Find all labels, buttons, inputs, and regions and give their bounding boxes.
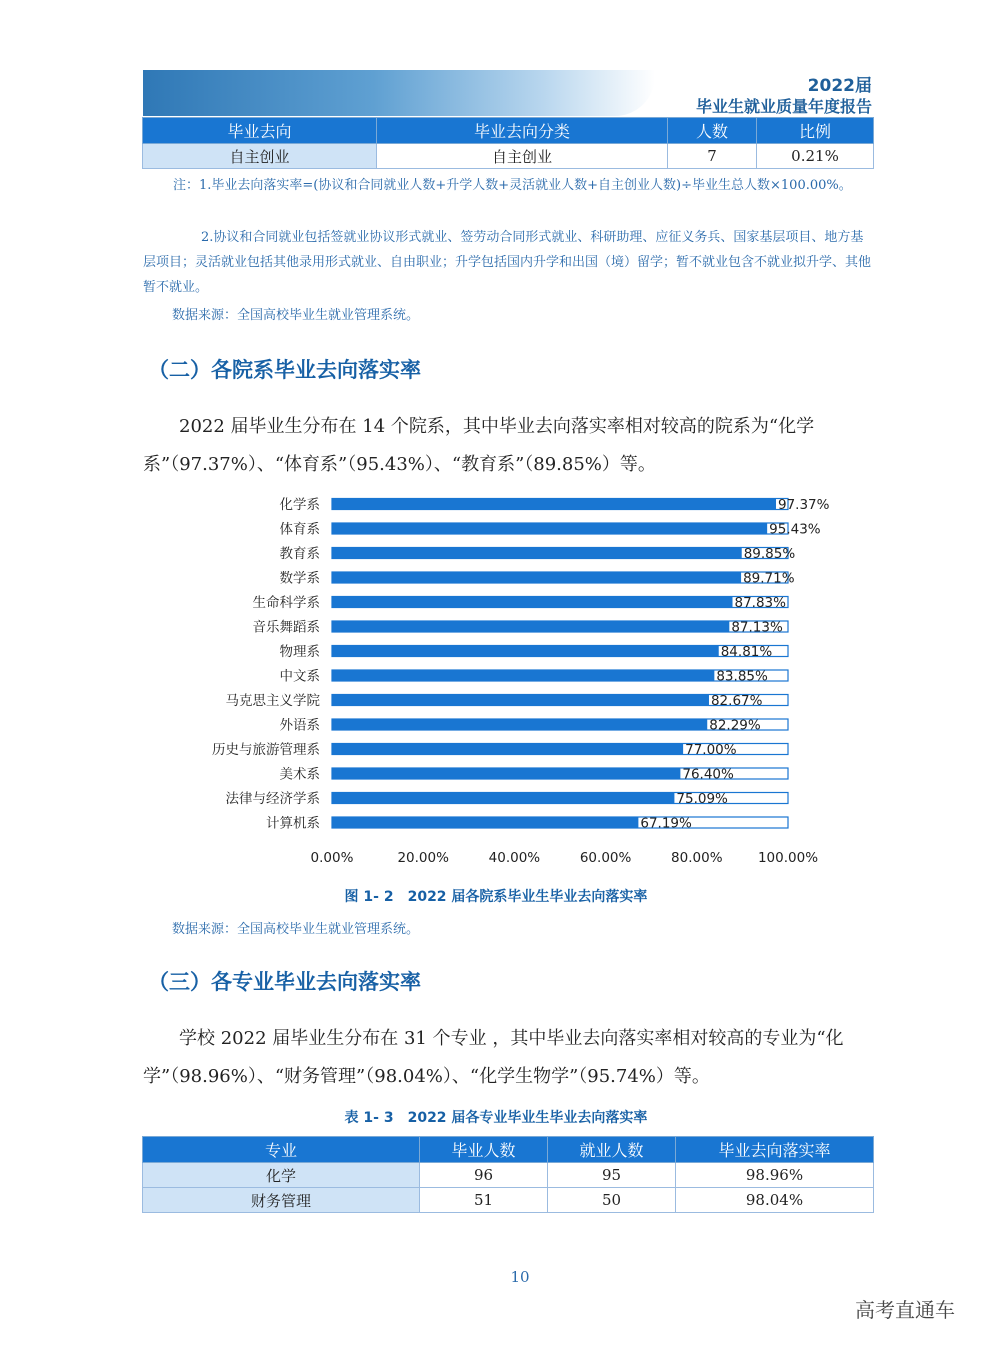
bar xyxy=(332,621,729,632)
section-paragraph: 学校 2022 届毕业生分布在 31 个专业 ，其中毕业去向落实率相对较高的专业为“化学”（98.96%）、“财务管理”（98.04%）、“化学生物学”（95.74%）等。 xyxy=(143,1028,844,1087)
data-label: 95.43% xyxy=(769,521,821,538)
category-label: 教育系 xyxy=(279,546,320,562)
bar xyxy=(332,695,709,706)
table-cell: 98.04% xyxy=(676,1188,874,1213)
bar xyxy=(332,744,683,755)
category-label: 生命科学系 xyxy=(252,595,320,611)
table-row xyxy=(143,144,874,169)
note-1: 注：1.毕业去向落实率=(协议和合同就业人数+升学人数+灵活就业人数+自主创业人数)÷毕业生总人数×100.00%。 xyxy=(173,178,852,193)
major-rate-table xyxy=(142,1136,874,1213)
page-number: 10 xyxy=(510,1268,530,1286)
table-cell: 50 xyxy=(548,1188,676,1213)
destination-table xyxy=(142,117,874,169)
section-heading: （二）各院系毕业去向落实率 xyxy=(148,358,421,382)
watermark: 高考直通车 xyxy=(855,1298,955,1322)
table-cell: 51 xyxy=(420,1188,548,1213)
figure-caption: 图 1- 2 2022 届各院系毕业生毕业去向落实率 xyxy=(344,889,648,905)
data-label: 97.37% xyxy=(778,497,830,513)
bar xyxy=(332,572,741,583)
col-header: 比例 xyxy=(757,118,874,144)
data-label: 76.40% xyxy=(682,766,734,783)
header-banner xyxy=(143,70,655,116)
department-rate-bar-chart xyxy=(140,488,860,874)
bar xyxy=(332,499,776,510)
data-label: 82.29% xyxy=(709,717,761,734)
x-tick-label: 100.00% xyxy=(757,850,819,866)
table-cell: 自主创业 xyxy=(143,144,377,169)
table-cell: 0.21% xyxy=(757,144,874,169)
bar xyxy=(332,597,733,608)
category-label: 体育系 xyxy=(279,521,320,538)
data-label: 75.09% xyxy=(676,791,728,807)
table-cell: 7 xyxy=(668,144,757,169)
col-header: 毕业人数 xyxy=(420,1137,548,1163)
x-tick-label: 20.00% xyxy=(397,850,449,866)
table-cell: 化学 xyxy=(143,1163,420,1188)
table-cell: 96 xyxy=(420,1163,548,1188)
bar xyxy=(332,768,680,779)
report-year: 2022届 xyxy=(807,76,872,96)
table-cell: 95 xyxy=(548,1163,676,1188)
data-label: 77.00% xyxy=(685,742,737,758)
table-cell: 自主创业 xyxy=(377,144,668,169)
category-label: 计算机系 xyxy=(266,815,320,832)
category-label: 法律与经济学系 xyxy=(225,791,320,807)
table-cell: 98.96% xyxy=(676,1163,874,1188)
category-label: 外语系 xyxy=(279,717,320,734)
data-label: 67.19% xyxy=(640,815,692,832)
section-heading: （三）各专业毕业去向落实率 xyxy=(148,970,421,994)
x-tick-label: 60.00% xyxy=(579,850,632,866)
category-label: 马克思主义学院 xyxy=(225,693,320,709)
data-source-note: 数据来源：全国高校毕业生就业管理系统。 xyxy=(172,308,420,323)
table-row xyxy=(143,1188,874,1213)
bar xyxy=(332,670,714,681)
col-header: 人数 xyxy=(668,118,757,144)
data-label: 82.67% xyxy=(710,693,763,709)
section-paragraph: 2022 届毕业生分布在 14 个院系，其中毕业去向落实率相对较高的院系为“化学系”（97.37%）、“体育系”（95.43%）、“教育系”（89.85%）等。 xyxy=(143,416,815,475)
col-header: 专业 xyxy=(143,1137,420,1163)
data-label: 87.83% xyxy=(734,595,786,611)
table-caption: 表 1- 3 2022 届各专业毕业生毕业去向落实率 xyxy=(344,1110,648,1126)
bar xyxy=(332,523,767,534)
category-label: 历史与旅游管理系 xyxy=(212,742,320,758)
data-label: 87.13% xyxy=(731,619,783,636)
x-tick-label: 0.00% xyxy=(310,850,354,866)
data-label: 83.85% xyxy=(716,668,768,685)
x-tick-label: 80.00% xyxy=(671,850,723,866)
col-header: 毕业去向分类 xyxy=(377,118,668,144)
bar xyxy=(332,646,719,657)
category-label: 物理系 xyxy=(279,644,320,660)
note-2: 2.协议和合同就业包括签就业协议形式就业、签劳动合同形式就业、科研助理、应征义务兵、国家基层项目、地方基层项目；灵活就业包括其他录用形式就业、自由职业；升学包括国内升学和出国（境）留学；暂不就业包含不就业拟升学、其他暂不就业。 xyxy=(143,230,872,295)
data-label: 89.71% xyxy=(743,570,795,587)
table-row xyxy=(143,1163,874,1188)
category-label: 化学系 xyxy=(279,497,320,513)
category-label: 美术系 xyxy=(279,766,320,783)
table-cell: 财务管理 xyxy=(143,1188,420,1213)
figure-data-source: 数据来源：全国高校毕业生就业管理系统。 xyxy=(172,922,420,937)
col-header: 毕业去向落实率 xyxy=(676,1137,874,1163)
bar xyxy=(332,793,674,804)
col-header: 就业人数 xyxy=(548,1137,676,1163)
bar xyxy=(332,548,742,559)
bar xyxy=(332,719,707,730)
category-label: 数学系 xyxy=(279,570,320,587)
data-label: 89.85% xyxy=(743,546,796,562)
report-title: 毕业生就业质量年度报告 xyxy=(695,97,872,116)
category-label: 中文系 xyxy=(279,668,320,685)
col-header: 毕业去向 xyxy=(143,118,377,144)
data-label: 84.81% xyxy=(720,644,773,660)
x-tick-label: 40.00% xyxy=(488,850,541,866)
bar xyxy=(332,817,638,828)
category-label: 音乐舞蹈系 xyxy=(252,619,320,636)
